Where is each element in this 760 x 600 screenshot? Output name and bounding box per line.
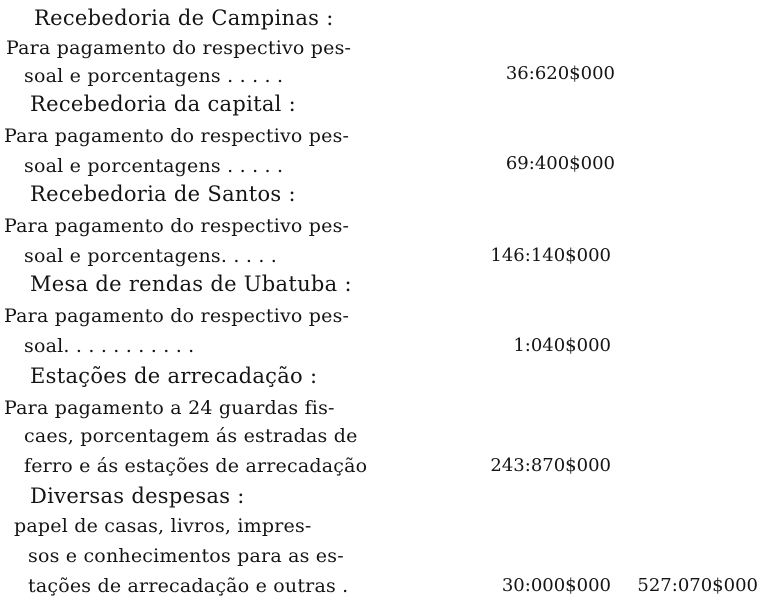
section-heading: Diversas despesas : — [30, 484, 245, 508]
section-heading: Mesa de rendas de Ubatuba : — [30, 272, 352, 296]
section-text-line: Para pagamento do respectivo pes- — [4, 215, 350, 237]
section-text-line: Para pagamento do respectivo pes- — [6, 37, 352, 59]
section-amount: 69:400$000 — [505, 153, 615, 174]
section-text-line: papel de casas, livros, impres- — [14, 515, 312, 537]
section-heading: Recebedoria de Campinas : — [34, 6, 334, 30]
section-text-line: soal. . . . . . . . . . . — [24, 335, 195, 357]
section-text-line: Para pagamento do respectivo pes- — [4, 125, 350, 147]
section-text-line: caes, porcentagem ás estradas de — [24, 425, 358, 447]
section-text-line: tações de arrecadação e outras . — [28, 575, 349, 597]
section-text-line: soal e porcentagens . . . . . — [24, 65, 284, 87]
section-heading: Recebedoria de Santos : — [30, 182, 296, 206]
section-text-line: ferro e ás estações de arrecadação — [24, 455, 368, 477]
section-amount: 146:140$000 — [490, 245, 611, 266]
section-text-line: Para pagamento a 24 guardas fis- — [4, 397, 335, 419]
section-text-line: Para pagamento do respectivo pes- — [4, 305, 350, 327]
section-amount: 36:620$000 — [505, 63, 615, 84]
section-amount: 30:000$000 — [501, 575, 611, 596]
section-text-line: soal e porcentagens. . . . . — [24, 245, 278, 267]
grand-total: 527:070$000 — [637, 575, 758, 596]
section-text-line: sos e conhecimentos para as es- — [28, 545, 344, 567]
section-heading: Estações de arrecadação : — [30, 364, 318, 388]
section-text-line: soal e porcentagens . . . . . — [24, 155, 284, 177]
section-heading: Recebedoria da capital : — [30, 92, 297, 116]
section-amount: 243:870$000 — [490, 455, 611, 476]
section-amount: 1:040$000 — [513, 335, 611, 356]
